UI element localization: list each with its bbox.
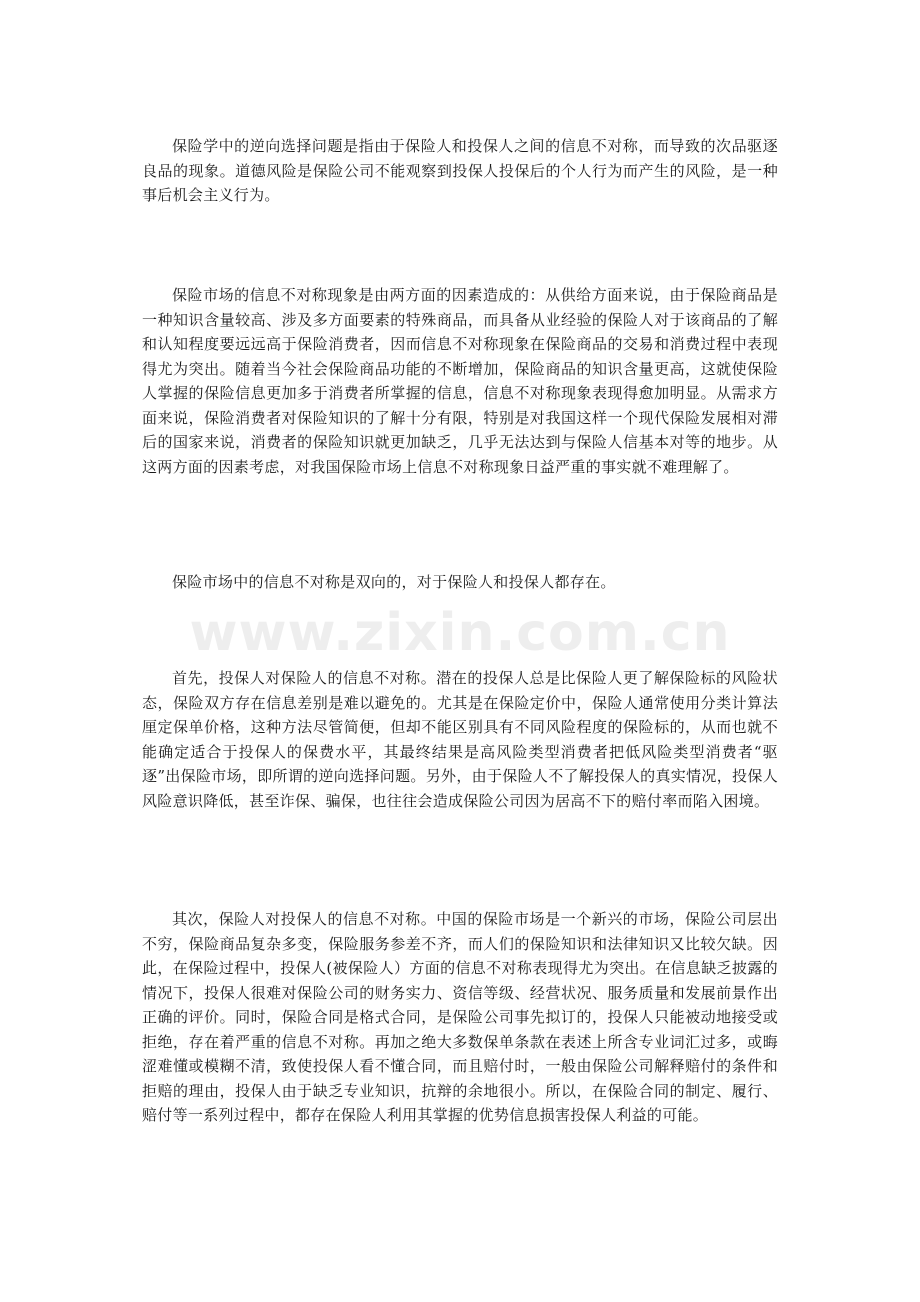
paragraph-information-asymmetry-causes: 保险市场的信息不对称现象是由两方面的因素造成的：从供给方面来说，由于保险商品是一种知识含量较高、涉及多方面要素的特殊商品，而具备从业经验的保险人对于该商品的了解和认知程度要远远高于保险消费者，因而信息不对称现象在保险商品的交易和消费过程中表现得尤为突出。随着当今社会保险商品功能的不断增加，保险商品的知识含量更高，这就使保险人掌握的保险信息更加多于消费者所掌握的信息，信息不对称现象表现得愈加明显。从需求方面来说，保险消费者对保险知识的了解十分有限，特别是对我国这样一个现代保险发展相对滞后的国家来说，消费者的保险知识就更加缺乏，几乎无法达到与保险人信基本对等的地步。从这两方面的因素考虑，对我国保险市场上信息不对称现象日益严重的事实就不难理解了。 bbox=[142, 286, 778, 476]
watermark-text: www.zixin.com.cn bbox=[189, 603, 731, 663]
paragraph-insurer-to-insured-asymmetry: 其次，保险人对投保人的信息不对称。中国的保险市场是一个新兴的市场，保险公司层出不穷，保险商品复杂多变，保险服务参差不齐，而人们的保险知识和法律知识又比较欠缺。因此，在保险过程中，投保人(被保险人）方面的信息不对称表现得尤为突出。在信息缺乏披露的情况下，投保人很难对保险公司的财务实力、资信等级、经营状况、服务质量和发展前景作出正确的评价。同时，保险合同是格式合同，是保险公司事先拟订的，投保人只能被动地接受或拒绝，存在着严重的信息不对称。再加之绝大多数保单条款在表述上所含专业词汇过多，或晦涩难懂或模糊不清，致使投保人看不懂合同，而且赔付时，一般由保险公司解释赔付的条件和拒赔的理由，投保人由于缺乏专业知识，抗辩的余地很小。所以，在保险合同的制定、履行、赔付等一系列过程中，都存在保险人利用其掌握的优势信息损害投保人利益的可能。 bbox=[142, 910, 778, 1124]
paragraph-insured-to-insurer-asymmetry: 首先，投保人对保险人的信息不对称。潜在的投保人总是比保险人更了解保险标的风险状态，保险双方存在信息差别是难以避免的。尤其是在保险定价中，保险人通常使用分类计算法厘定保单价格，这种方法尽管简便，但却不能区别具有不同风险程度的保险标的，从而也就不能确定适合于投保人的保费水平，其最终结果是高风险类型消费者把低风险类型消费者“驱逐”出保险市场，即所谓的逆向选择问题。另外，由于保险人不了解投保人的真实情况，投保人风险意识降低，甚至诈保、骗保，也往往会造成保险公司因为居高不下的赔付率而陷入困境。 bbox=[142, 669, 778, 810]
paragraph-bidirectional-asymmetry: 保险市场中的信息不对称是双向的，对于保险人和投保人都存在。 bbox=[172, 573, 616, 591]
paragraph-adverse-selection-definition: 保险学中的逆向选择问题是指由于保险人和投保人之间的信息不对称，而导致的次品驱逐良品的现象。道德风险是保险公司不能观察到投保人投保后的个人行为而产生的风险，是一种事后机会主义行为。 bbox=[142, 137, 778, 204]
